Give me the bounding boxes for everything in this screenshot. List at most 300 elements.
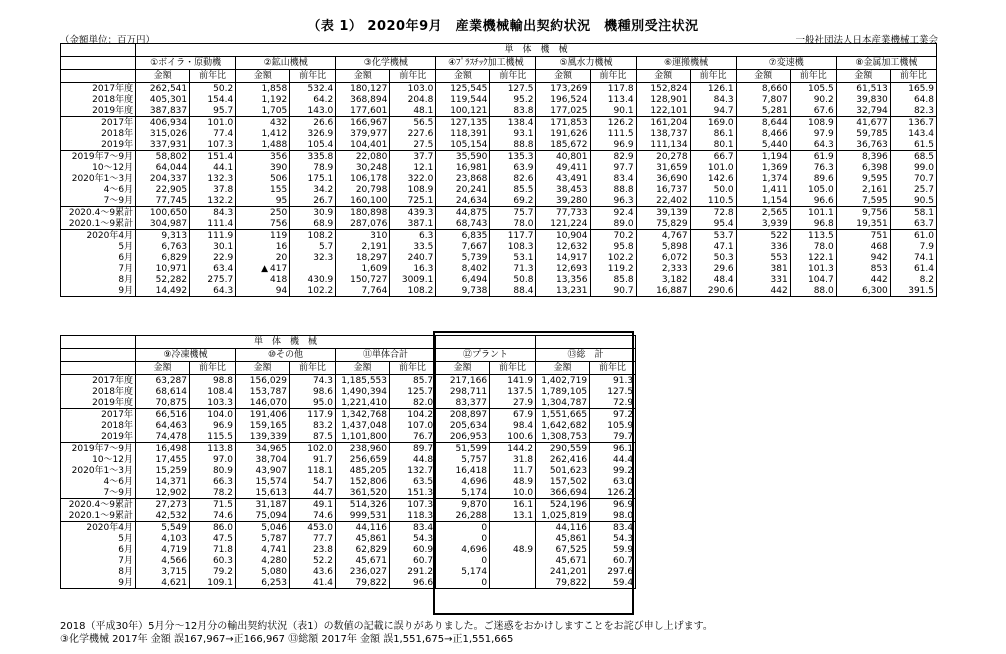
amount-cell: 16,418	[436, 465, 490, 476]
yoy-cell: 64.3	[790, 139, 836, 151]
amount-header: 金額	[536, 70, 590, 83]
amount-cell: 0	[436, 555, 490, 566]
amount-cell: 4,741	[236, 544, 290, 555]
amount-header: 金額	[236, 362, 290, 375]
table-row	[61, 555, 636, 566]
amount-cell: 7,807	[736, 94, 790, 105]
row-label: 6月	[118, 544, 133, 555]
yoy-cell: 105.5	[790, 83, 836, 95]
yoy-cell: 48.1	[390, 105, 436, 117]
erratum-note: 2018（平成30年）5月分～12月分の輸出契約状況（表1）の数値の記載に誤りがありました。ご迷惑をおかけしますことをお詫び申し上げます。	[60, 621, 713, 632]
amount-cell: 1,374	[736, 173, 790, 184]
yoy-cell: 67.6	[790, 105, 836, 117]
table-row	[61, 207, 937, 219]
yoy-cell: 154.4	[190, 94, 236, 105]
yoy-cell: 76.3	[790, 162, 836, 173]
yoy-cell: 105.0	[790, 184, 836, 195]
amount-cell: 191,406	[236, 409, 290, 421]
row-label: 10～12月	[92, 454, 133, 465]
table-row	[61, 139, 937, 151]
yoy-cell: 335.8	[290, 151, 336, 163]
yoy-cell: 104.7	[790, 274, 836, 285]
subheader-row	[61, 362, 636, 375]
amount-cell: 206,953	[436, 431, 490, 443]
amount-cell: 31,187	[236, 499, 290, 511]
amount-cell: 1,437,048	[336, 420, 390, 431]
yoy-cell: 88.8	[490, 139, 536, 151]
row-label: 2019年	[101, 139, 134, 150]
amount-cell: 119,544	[436, 94, 490, 105]
amount-cell: 304,987	[136, 218, 190, 230]
yoy-cell: 68.9	[290, 218, 336, 230]
amount-cell: 468	[836, 241, 890, 252]
yoy-cell: 290.6	[690, 285, 736, 297]
row-label: 9月	[118, 577, 133, 588]
amount-header: 金額	[436, 70, 490, 83]
amount-cell: 524,196	[536, 499, 590, 511]
row-label: 2017年	[61, 117, 136, 129]
amount-cell: 106,178	[336, 173, 390, 184]
yoy-cell: 63.7	[890, 218, 936, 230]
amount-cell: 39,139	[636, 207, 690, 219]
yoy-cell: 111.5	[590, 128, 636, 139]
yoy-cell: 96.9	[590, 499, 636, 511]
amount-cell: 100,121	[436, 105, 490, 117]
yoy-cell: 63.0	[590, 476, 636, 487]
yoy-cell: 6.3	[390, 230, 436, 242]
amount-cell: 177,025	[536, 105, 590, 117]
amount-cell: 262,416	[536, 454, 590, 465]
amount-cell: 128,901	[636, 94, 690, 105]
yoy-cell: 118.1	[290, 465, 336, 476]
yoy-cell: 89.0	[590, 218, 636, 230]
amount-header: 金額	[136, 70, 190, 83]
amount-cell: 336	[736, 241, 790, 252]
yoy-cell: 135.3	[490, 151, 536, 163]
amount-cell: 0	[436, 522, 490, 534]
amount-cell: 45,861	[336, 533, 390, 544]
yoy-cell: 90.5	[890, 195, 936, 207]
yoy-cell: 43.6	[290, 566, 336, 577]
yoy-header: 前年比	[490, 70, 536, 83]
yoy-cell: 61.5	[890, 139, 936, 151]
amount-cell: ▲ 417	[236, 263, 290, 274]
amount-cell: 68,743	[436, 218, 490, 230]
yoy-cell: 52.2	[290, 555, 336, 566]
yoy-cell: 98.8	[190, 375, 236, 387]
amount-cell: 1,369	[736, 162, 790, 173]
amount-cell: 553	[736, 252, 790, 263]
yoy-cell: 30.9	[290, 207, 336, 219]
amount-cell: 75,094	[236, 510, 290, 522]
yoy-cell: 80.1	[690, 139, 736, 151]
amount-cell: 40,801	[536, 151, 590, 163]
amount-cell: 756	[236, 218, 290, 230]
yoy-cell: 3009.1	[390, 274, 436, 285]
yoy-cell: 101.3	[790, 263, 836, 274]
amount-cell: 12,632	[536, 241, 590, 252]
yoy-cell: 113.8	[190, 443, 236, 455]
amount-cell: 70,875	[136, 397, 190, 409]
amount-cell: 36,690	[636, 173, 690, 184]
amount-cell: 6,835	[436, 230, 490, 242]
header-blank	[61, 70, 136, 83]
category-header: ③化学機械	[336, 57, 436, 70]
yoy-cell: 82.0	[390, 397, 436, 409]
yoy-cell: 96.9	[590, 139, 636, 151]
category-header: ⑬総 計	[536, 349, 636, 362]
yoy-header: 前年比	[390, 362, 436, 375]
amount-cell: 8,396	[836, 151, 890, 163]
amount-cell: 35,590	[436, 151, 490, 163]
amount-cell: 13,356	[536, 274, 590, 285]
yoy-cell: 47.5	[190, 533, 236, 544]
amount-cell: 999,531	[336, 510, 390, 522]
row-label: 2017年	[61, 409, 136, 421]
amount-cell: 406,934	[136, 117, 190, 129]
row-label: 2020.1～9累計	[68, 510, 133, 521]
table-row	[61, 375, 636, 387]
yoy-cell: 66.3	[190, 476, 236, 487]
row-label: 7～9月	[103, 195, 134, 206]
amount-cell: 39,280	[536, 195, 590, 207]
yoy-cell: 85.7	[390, 375, 436, 387]
yoy-cell: 84.3	[190, 207, 236, 219]
yoy-cell: 7.9	[890, 241, 936, 252]
row-label: 2017年度	[61, 83, 136, 95]
yoy-cell: 64.2	[290, 94, 336, 105]
category-header: ⑧金属加工機械	[836, 57, 936, 70]
amount-cell: 5,757	[436, 454, 490, 465]
row-label: 9月	[118, 285, 134, 296]
amount-cell: 42,532	[136, 510, 190, 522]
amount-cell: 79,822	[336, 577, 390, 589]
orders-table-1	[60, 43, 937, 297]
yoy-cell: 137.5	[490, 386, 536, 397]
amount-cell: 127,135	[436, 117, 490, 129]
yoy-cell: 44.4	[590, 454, 636, 465]
amount-cell: 185,672	[536, 139, 590, 151]
category-row	[61, 349, 636, 362]
amount-cell: 368,894	[336, 94, 390, 105]
yoy-cell: 61.0	[890, 230, 936, 242]
amount-cell: 111,134	[636, 139, 690, 151]
amount-header: 金額	[136, 362, 190, 375]
group-header: 単 体 機 械	[136, 44, 937, 57]
amount-header: 金額	[736, 70, 790, 83]
yoy-cell: 63.5	[390, 476, 436, 487]
table-row	[61, 544, 636, 555]
amount-cell: 17,455	[136, 454, 190, 465]
amount-cell: 2,565	[736, 207, 790, 219]
amount-cell: 5,787	[236, 533, 290, 544]
yoy-cell: 95.7	[190, 105, 236, 117]
yoy-cell: 64.3	[190, 285, 236, 297]
yoy-cell: 126.1	[690, 83, 736, 95]
amount-cell: 24,634	[436, 195, 490, 207]
category-header: ④ﾌﾟﾗｽﾁｯｸ加工機械	[436, 57, 536, 70]
amount-cell: 387,837	[136, 105, 190, 117]
amount-cell: 49,411	[536, 162, 590, 173]
yoy-cell: 92.4	[590, 207, 636, 219]
amount-cell: 13,231	[536, 285, 590, 297]
amount-cell: 180,898	[336, 207, 390, 219]
yoy-cell: 83.4	[390, 522, 436, 534]
yoy-cell: 83.4	[590, 173, 636, 184]
yoy-cell: 141.9	[490, 375, 536, 387]
yoy-cell: 79.7	[590, 431, 636, 443]
amount-cell: 75,829	[636, 218, 690, 230]
amount-cell: 26,288	[436, 510, 490, 522]
yoy-cell: 72.9	[590, 397, 636, 409]
table-row	[61, 566, 636, 577]
row-label: 2018年度	[92, 94, 134, 105]
amount-cell: 501,623	[536, 465, 590, 476]
category-header: ⑦変速機	[736, 57, 836, 70]
yoy-cell: 108.9	[390, 184, 436, 195]
yoy-cell: 113.4	[590, 94, 636, 105]
yoy-cell: 102.2	[290, 285, 336, 297]
amount-cell: 171,853	[536, 117, 590, 129]
amount-cell: 522	[736, 230, 790, 242]
yoy-cell: 102.0	[290, 443, 336, 455]
yoy-cell: 80.9	[190, 465, 236, 476]
amount-cell: 12,693	[536, 263, 590, 274]
amount-cell: 150,727	[336, 274, 390, 285]
yoy-cell: 93.1	[490, 128, 536, 139]
amount-cell: 74,478	[136, 431, 190, 443]
yoy-cell: 27.9	[490, 397, 536, 409]
yoy-cell: 12.1	[390, 162, 436, 173]
yoy-cell: 275.7	[190, 274, 236, 285]
yoy-cell: 105.4	[290, 139, 336, 151]
amount-header: 金額	[336, 362, 390, 375]
table-row	[61, 83, 937, 95]
yoy-cell: 69.2	[490, 195, 536, 207]
yoy-cell: 96.6	[790, 195, 836, 207]
yoy-cell: 107.3	[190, 139, 236, 151]
yoy-cell: 83.4	[590, 522, 636, 534]
yoy-cell: 88.8	[590, 184, 636, 195]
amount-cell: 43,907	[236, 465, 290, 476]
amount-cell: 180,127	[336, 83, 390, 95]
table-row	[61, 252, 937, 263]
yoy-cell: 49.1	[290, 499, 336, 511]
yoy-cell: 50.3	[690, 252, 736, 263]
amount-cell: 51,599	[436, 443, 490, 455]
amount-cell: 16,887	[636, 285, 690, 297]
amount-cell: 22,080	[336, 151, 390, 163]
yoy-cell: 26.6	[290, 117, 336, 129]
amount-cell: 30,248	[336, 162, 390, 173]
amount-cell: 77,733	[536, 207, 590, 219]
yoy-cell: 98.0	[590, 510, 636, 522]
category-header: ②鉱山機械	[236, 57, 336, 70]
amount-cell: 119	[236, 230, 290, 242]
amount-cell: 4,280	[236, 555, 290, 566]
amount-cell: 236,027	[336, 566, 390, 577]
table-row	[61, 522, 636, 534]
amount-cell: 2,333	[636, 263, 690, 274]
yoy-cell: 96.6	[390, 577, 436, 589]
table-row	[61, 184, 937, 195]
row-label: 10～12月	[92, 162, 134, 173]
amount-cell: 52,282	[136, 274, 190, 285]
amount-cell: 146,070	[236, 397, 290, 409]
amount-cell: 262,541	[136, 83, 190, 95]
yoy-cell: 10.0	[490, 487, 536, 499]
yoy-cell: 136.7	[890, 117, 936, 129]
yoy-cell: 103.3	[190, 397, 236, 409]
yoy-cell: 91.3	[590, 375, 636, 387]
yoy-cell: 89.7	[390, 443, 436, 455]
yoy-cell: 117.8	[590, 83, 636, 95]
amount-cell: 10,904	[536, 230, 590, 242]
row-label: 2018年度	[92, 386, 133, 397]
yoy-cell: 54.7	[290, 476, 336, 487]
row-label: 2020年4月	[61, 522, 136, 534]
yoy-cell: 63.4	[190, 263, 236, 274]
amount-cell: 1,185,553	[336, 375, 390, 387]
yoy-cell: 59.4	[590, 577, 636, 589]
amount-cell: 1,402,719	[536, 375, 590, 387]
amount-cell: 15,574	[236, 476, 290, 487]
amount-cell: 204,337	[136, 173, 190, 184]
yoy-cell: 143.0	[290, 105, 336, 117]
yoy-cell: 68.5	[890, 151, 936, 163]
amount-cell: 39,830	[836, 94, 890, 105]
yoy-cell: 96.1	[590, 443, 636, 455]
amount-cell: 4,621	[136, 577, 190, 589]
amount-cell: 287,076	[336, 218, 390, 230]
amount-cell: 63,287	[136, 375, 190, 387]
yoy-cell: 96.9	[190, 420, 236, 431]
yoy-cell: 97.0	[190, 454, 236, 465]
amount-cell: 5,739	[436, 252, 490, 263]
yoy-cell: 61.9	[790, 151, 836, 163]
yoy-cell: 122.1	[790, 252, 836, 263]
amount-cell: 14,917	[536, 252, 590, 263]
amount-cell: 4,566	[136, 555, 190, 566]
yoy-cell: 107.0	[390, 420, 436, 431]
yoy-cell: 101.0	[190, 117, 236, 129]
yoy-cell: 48.9	[490, 544, 536, 555]
table-row	[61, 195, 937, 207]
amount-cell: 138,737	[636, 128, 690, 139]
yoy-cell: 151.4	[190, 151, 236, 163]
amount-cell: 32,794	[836, 105, 890, 117]
amount-cell: 5,174	[436, 566, 490, 577]
yoy-cell: 82.3	[890, 105, 936, 117]
yoy-cell: 78.9	[290, 162, 336, 173]
amount-cell: 1,412	[236, 128, 290, 139]
amount-cell: 43,491	[536, 173, 590, 184]
yoy-cell: 111.4	[190, 218, 236, 230]
yoy-cell: 175.1	[290, 173, 336, 184]
yoy-cell: 44.8	[390, 454, 436, 465]
yoy-cell: 103.0	[390, 83, 436, 95]
yoy-cell: 101.1	[790, 207, 836, 219]
amount-cell: 290,559	[536, 443, 590, 455]
yoy-cell: 50.2	[190, 83, 236, 95]
amount-cell: 238,960	[336, 443, 390, 455]
amount-cell: 41,677	[836, 117, 890, 129]
yoy-cell: 67.9	[490, 409, 536, 421]
yoy-cell: 60.9	[390, 544, 436, 555]
row-label: 4～6月	[103, 184, 134, 195]
amount-cell: 310	[336, 230, 390, 242]
yoy-cell: 60.3	[190, 555, 236, 566]
amount-cell: 208,897	[436, 409, 490, 421]
amount-cell: 1,101,800	[336, 431, 390, 443]
amount-cell: 3,182	[636, 274, 690, 285]
yoy-cell: 11.7	[490, 465, 536, 476]
amount-cell: 153,787	[236, 386, 290, 397]
amount-header: 金額	[836, 70, 890, 83]
amount-cell: 100,650	[136, 207, 190, 219]
yoy-cell: 58.1	[890, 207, 936, 219]
yoy-cell: 90.7	[590, 285, 636, 297]
yoy-cell: 117.7	[490, 230, 536, 242]
amount-cell: 22,905	[136, 184, 190, 195]
table-row	[61, 151, 937, 163]
yoy-cell: 297.6	[590, 566, 636, 577]
yoy-cell: 77.4	[190, 128, 236, 139]
amount-cell: 1,609	[336, 263, 390, 274]
amount-cell: 241,201	[536, 566, 590, 577]
yoy-cell: 41.4	[290, 577, 336, 589]
yoy-cell: 84.3	[690, 94, 736, 105]
row-label: 2020.4～9累計	[61, 499, 136, 511]
yoy-cell: 29.6	[690, 263, 736, 274]
amount-cell: 6,300	[836, 285, 890, 297]
amount-cell: 5,281	[736, 105, 790, 117]
yoy-cell: 53.1	[490, 252, 536, 263]
amount-cell: 298,711	[436, 386, 490, 397]
yoy-cell: 127.5	[490, 83, 536, 95]
yoy-cell: 453.0	[290, 522, 336, 534]
yoy-cell: 64.8	[890, 94, 936, 105]
yoy-cell: 101.0	[690, 162, 736, 173]
amount-cell: 5,174	[436, 487, 490, 499]
yoy-cell: 79.2	[190, 566, 236, 577]
yoy-cell: 66.7	[690, 151, 736, 163]
yoy-cell: 56.5	[390, 117, 436, 129]
amount-cell: 20,241	[436, 184, 490, 195]
yoy-cell: 8.2	[890, 274, 936, 285]
amount-cell: 1,194	[736, 151, 790, 163]
amount-cell: 44,116	[336, 522, 390, 534]
amount-cell: 38,453	[536, 184, 590, 195]
amount-cell: 853	[836, 263, 890, 274]
table-row	[61, 499, 636, 511]
table-row	[61, 431, 636, 443]
amount-cell: 64,463	[136, 420, 190, 431]
amount-cell: 34,965	[236, 443, 290, 455]
yoy-cell: 169.0	[690, 117, 736, 129]
amount-cell: 1,488	[236, 139, 290, 151]
amount-cell: 45,671	[336, 555, 390, 566]
yoy-cell: 72.8	[690, 207, 736, 219]
amount-cell: 6,494	[436, 274, 490, 285]
yoy-cell: 98.4	[490, 420, 536, 431]
amount-cell: 1,490,394	[336, 386, 390, 397]
yoy-cell: 108.9	[790, 117, 836, 129]
yoy-header: 前年比	[190, 70, 236, 83]
yoy-cell: 108.4	[190, 386, 236, 397]
yoy-cell: 94.7	[690, 105, 736, 117]
row-label: 2020年4月	[61, 230, 136, 242]
